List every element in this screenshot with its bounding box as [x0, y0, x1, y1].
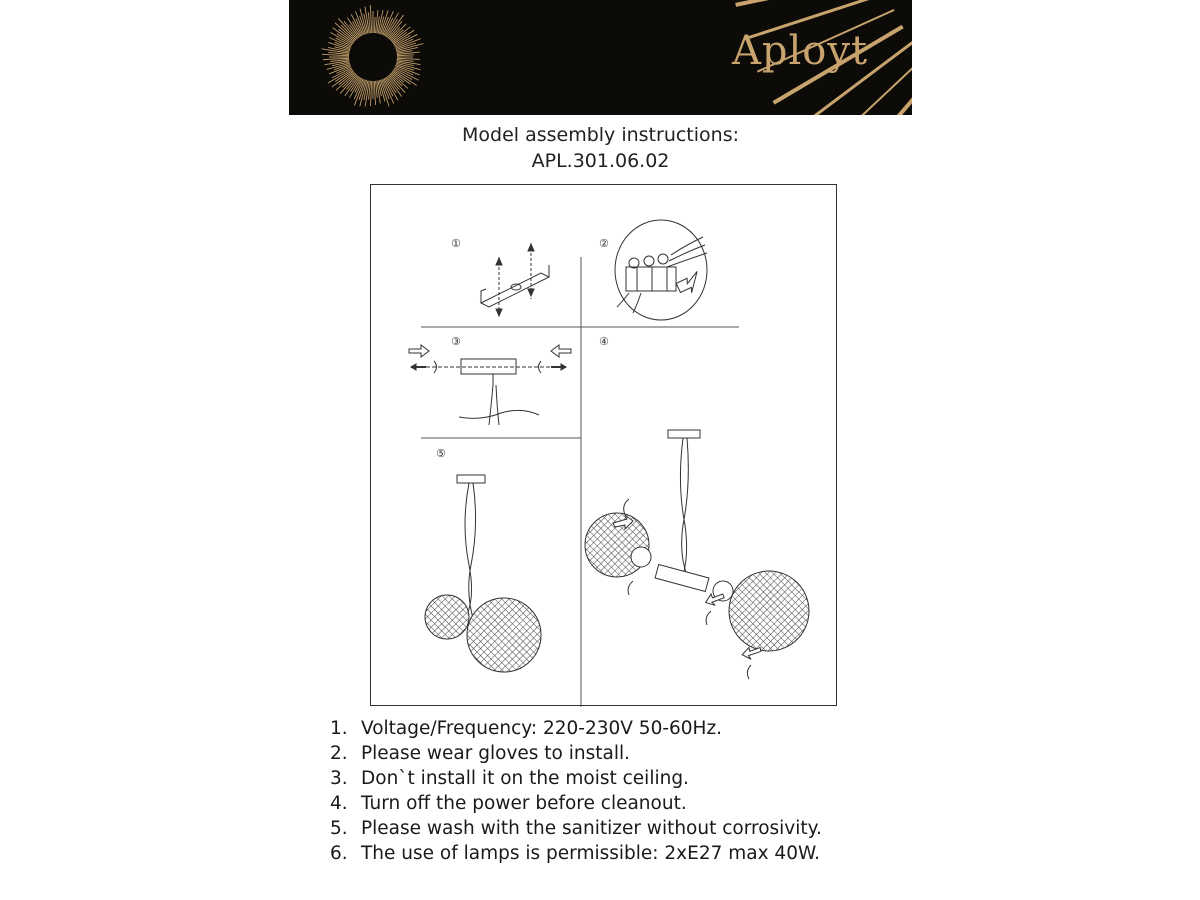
brand-banner [289, 0, 912, 115]
instruction-notes [330, 716, 822, 866]
note-item: 1. Voltage/Frequency: 220-230V 50-60Hz. [330, 718, 723, 739]
step-label-2: ② [599, 237, 609, 250]
step1-bracket-illustration [481, 243, 549, 316]
step5-final-fixture-illustration [425, 475, 541, 672]
step4-shade-assembly-illustration [585, 430, 809, 679]
assembly-diagram [370, 184, 837, 706]
model-number: APL.301.06.02 [531, 150, 670, 172]
assembly-illustration [371, 185, 838, 707]
step-label-5: ⑤ [436, 447, 446, 460]
step2-wiring-illustration [615, 220, 707, 320]
step-label-3: ③ [451, 335, 461, 348]
step-label-4: ④ [599, 335, 609, 348]
note-item: 3. Don`t install it on the moist ceiling. [330, 768, 689, 789]
title-line-1: Model assembly instructions: [461, 124, 739, 146]
page-title [289, 122, 912, 174]
note-item: 4. Turn off the power before cleanout. [330, 793, 687, 814]
step-label-1: ① [451, 237, 461, 250]
note-item: 5. Please wash with the sanitizer without corrosivity. [330, 818, 822, 839]
brand-name: Aployt [732, 28, 869, 74]
note-item: 6. The use of lamps is permissible: 2xE27 max 40W. [330, 843, 821, 864]
note-item: 2. Please wear gloves to install. [330, 743, 631, 764]
step3-canopy-illustration [409, 345, 571, 425]
